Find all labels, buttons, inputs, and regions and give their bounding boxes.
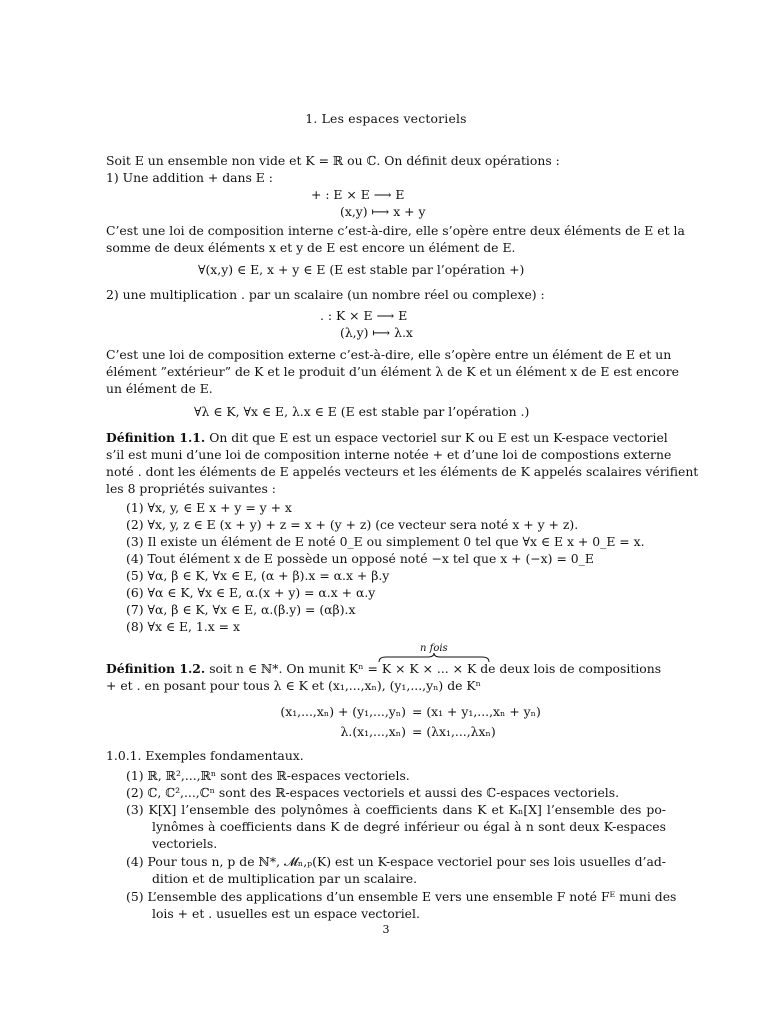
equation-1-right: = (x₁ + y₁,...,xₙ + yₙ) xyxy=(412,704,541,719)
intro-line-3: C’est une loi de composition interne c’est-à-dire, elle s’opère entre deux éléments de E et la xyxy=(106,223,685,238)
definition-1-2-text-c: de deux lois de compositions xyxy=(480,661,662,676)
stable-multiplication: ∀λ ∈ K, ∀x ∈ E, λ.x ∈ E (E est stable par l’opération .) xyxy=(194,404,530,419)
intro-line-5: 2) une multiplication . par un scalaire (un nombre réel ou complexe) : xyxy=(106,287,545,302)
example-5-line-1: (5) L’ensemble des applications d’un ensemble E vers une ensemble F noté Fᴱ muni des xyxy=(126,889,677,904)
property-8: (8) ∀x ∈ E, 1.x = x xyxy=(126,619,240,634)
section-title: 1. Les espaces vectoriels xyxy=(305,111,467,126)
definition-1-1-line-1 xyxy=(106,429,666,446)
definition-1-2-text-b: K × K × ... × K xyxy=(381,661,477,676)
intro-line-8: un élément de E. xyxy=(106,381,213,396)
example-3-line-3: vectoriels. xyxy=(152,836,218,851)
equation-1-left: (x₁,...,xₙ) + (y₁,...,yₙ) xyxy=(280,704,406,719)
intro-line-2: 1) Une addition + dans E : xyxy=(106,170,273,185)
definition-1-1-line-3: noté . dont les éléments de E appelés vecteurs et les éléments de K appelés scalaires vérifient xyxy=(106,464,699,479)
definition-1-2-heading: Définition 1.2. xyxy=(106,661,206,676)
example-3-line-1: (3) K[X] l’ensemble des polynômes à coefficients dans K et Kₙ[X] l’ensemble des po- xyxy=(126,802,666,817)
property-7: (7) ∀α, β ∈ K, ∀x ∈ E, α.(β.y) = (αβ).x xyxy=(126,602,356,617)
addition-map-line-1: + : E × E ⟶ E xyxy=(311,187,405,202)
stable-addition: ∀(x,y) ∈ E, x + y ∈ E (E est stable par l’opération +) xyxy=(198,262,525,277)
equation-2-right: = (λx₁,...,λxₙ) xyxy=(412,724,496,739)
example-1: (1) ℝ, ℝ²,...,ℝⁿ sont des ℝ-espaces vectoriels. xyxy=(126,768,410,783)
intro-line-7: élément ”extérieur” de K et le produit d’un élément λ de K et un élément x de E est encore xyxy=(106,364,679,379)
example-2: (2) ℂ, ℂ²,...,ℂⁿ sont des ℝ-espaces vectoriels et aussi des ℂ-espaces vectoriels. xyxy=(126,785,620,800)
definition-1-1-heading: Définition 1.1. xyxy=(106,430,206,445)
definition-1-1-line-4: les 8 propriétés suivantes : xyxy=(106,481,276,496)
property-6: (6) ∀α ∈ K, ∀x ∈ E, α.(x + y) = α.x + α.y xyxy=(126,585,376,600)
property-3: (3) Il existe un élément de E noté 0_E ou simplement 0 tel que ∀x ∈ E x + 0_E = x. xyxy=(126,534,645,549)
definition-1-2-text-a: soit n ∈ ℕ*. On munit Kⁿ = xyxy=(209,661,378,676)
definition-1-2-line-2: + et . en posant pour tous λ ∈ K et (x₁,...,xₙ), (y₁,...,yₙ) de Kⁿ xyxy=(106,678,482,693)
document-page xyxy=(106,0,699,1024)
definition-1-1-line-2: s’il est muni d’une loi de composition interne notée + et d’une loi de compostions externe xyxy=(106,447,672,462)
property-1: (1) ∀x, y, ∈ E x + y = y + x xyxy=(126,500,292,515)
intro-line-4: somme de deux éléments x et y de E est encore un élément de E. xyxy=(106,240,516,255)
page-number: 3 xyxy=(382,923,390,936)
property-5: (5) ∀α, β ∈ K, ∀x ∈ E, (α + β).x = α.x + β.y xyxy=(126,568,390,583)
multiplication-map-line-2: (λ,y) ⟼ λ.x xyxy=(340,325,413,340)
multiplication-map-line-1: . : K × E ⟶ E xyxy=(320,308,408,323)
example-4-line-1: (4) Pour tous n, p de ℕ*, 𝓜ₙ,ₚ(K) est un K-espace vectoriel pour ses lois usuelles d’ad- xyxy=(126,854,666,869)
addition-map-line-2: (x,y) ⟼ x + y xyxy=(340,204,426,219)
property-2: (2) ∀x, y, z ∈ E (x + y) + z = x + (y + z) (ce vecteur sera noté x + y + z). xyxy=(126,517,579,532)
example-5-line-2: lois + et . usuelles est un espace vectoriel. xyxy=(152,906,420,921)
example-3-line-2: lynômes à coefficients dans K de degré inférieur ou égal à n sont deux K-espaces xyxy=(152,819,666,834)
property-4: (4) Tout élément x de E possède un opposé noté −x tel que x + (−x) = 0_E xyxy=(126,551,594,566)
equation-2-left: λ.(x₁,...,xₙ) xyxy=(340,724,406,739)
examples-heading: 1.0.1. Exemples fondamentaux. xyxy=(106,748,304,763)
definition-1-1-text: On dit que E est un espace vectoriel sur K ou E est un K-espace vectoriel xyxy=(209,430,668,445)
example-4-line-2: dition et de multiplication par un scalaire. xyxy=(152,871,418,886)
definition-1-2-line-1 xyxy=(106,660,666,677)
intro-line-6: C’est une loi de composition externe c’est-à-dire, elle s’opère entre un élément de E et un xyxy=(106,347,672,362)
overbrace-label: n fois xyxy=(420,643,448,654)
intro-line-1: Soit E un ensemble non vide et K = ℝ ou ℂ. On définit deux opérations : xyxy=(106,153,560,168)
